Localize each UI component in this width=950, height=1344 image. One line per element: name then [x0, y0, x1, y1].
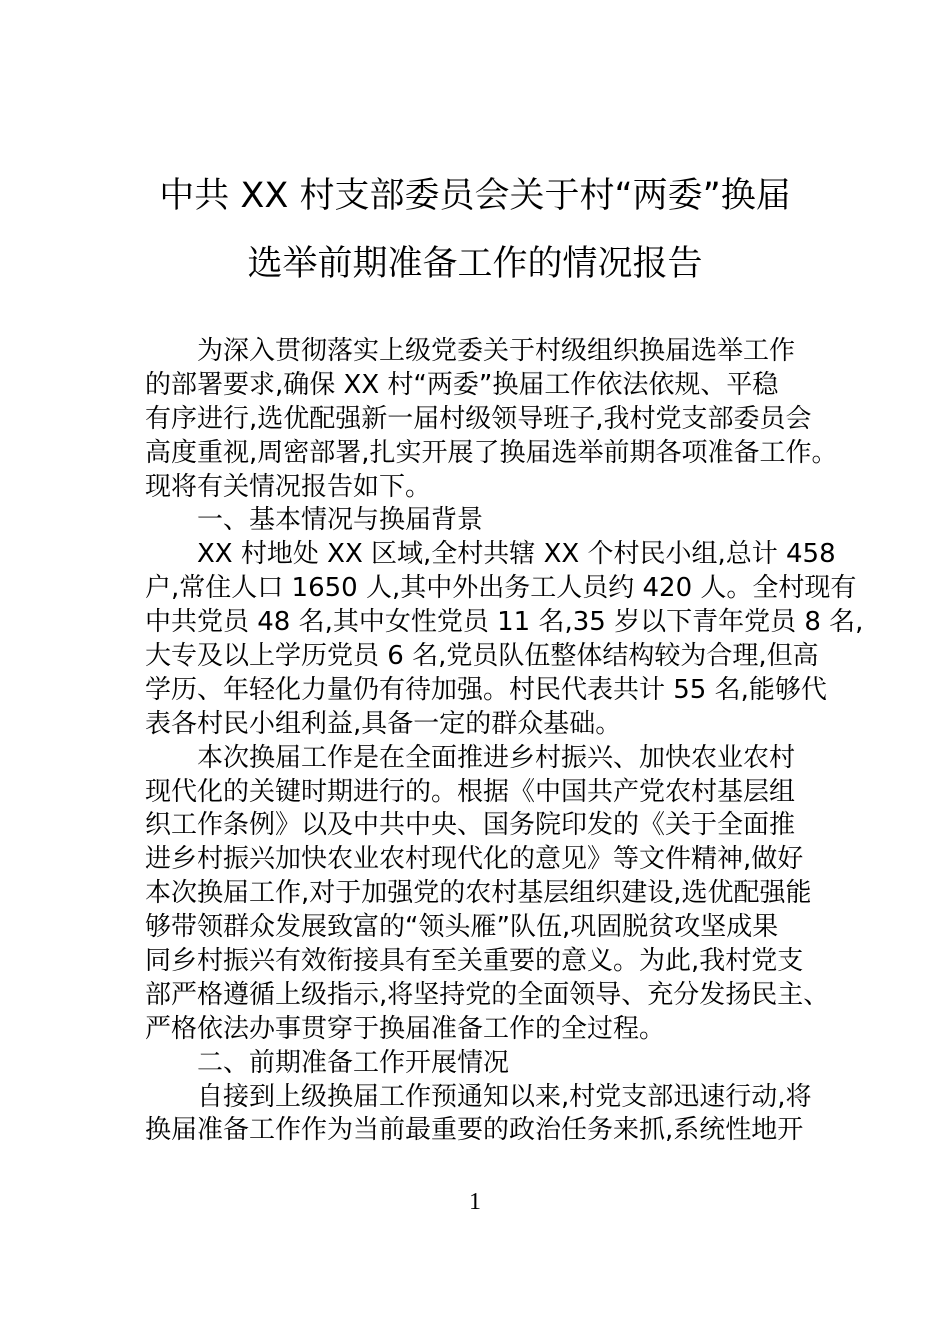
document-title-line-2: 选举前期准备工作的情况报告 — [247, 244, 703, 284]
paragraph-intro-line: 为深入贯彻落实上级党委关于村级组织换届选举工作 — [197, 336, 796, 366]
paragraph-preparation-line: 自接到上级换届工作预通知以来,村党支部迅速行动,将 — [197, 1081, 812, 1112]
paragraph-background-line: 同乡村振兴有效衔接具有至关重要的意义。为此,我村党支 — [145, 946, 804, 977]
paragraph-basic-info-line: XX 村地处 XX 区域,全村共辖 XX 个村民小组,总计 458 — [197, 539, 836, 570]
paragraph-background-line: 本次换届工作,对于加强党的农村基层组织建设,选优配强能 — [145, 878, 812, 909]
paragraph-background-line: 现代化的关键时期进行的。根据《中国共产党农村基层组 — [145, 776, 796, 807]
paragraph-basic-info-line: 中共党员 48 名,其中女性党员 11 名,35 岁以下青年党员 8 名, — [145, 607, 864, 638]
paragraph-intro-line: 现将有关情况报告如下。 — [145, 471, 432, 502]
page-number: 1 — [469, 1189, 481, 1215]
paragraph-background-line: 本次换届工作是在全面推进乡村振兴、加快农业农村 — [197, 742, 796, 773]
paragraph-basic-info-line: 户,常住人口 1650 人,其中外出务工人员约 420 人。全村现有 — [145, 573, 857, 604]
paragraph-background-line: 严格依法办事贯穿于换届准备工作的全过程。 — [145, 1013, 666, 1044]
document-body — [145, 335, 864, 1148]
paragraph-basic-info-line: 大专及以上学历党员 6 名,党员队伍整体结构较为合理,但高 — [145, 641, 819, 672]
document-title-line-1: 中共 XX 村支部委员会关于村“两委”换届 — [159, 176, 791, 216]
paragraph-preparation-line: 换届准备工作作为当前最重要的政治任务来抓,系统性地开 — [145, 1115, 804, 1146]
paragraph-background-line: 够带领群众发展致富的“领头雁”队伍,巩固脱贫攻坚成果 — [145, 912, 779, 943]
paragraph-background-line: 进乡村振兴加快农业农村现代化的意见》等文件精神,做好 — [145, 844, 804, 875]
paragraph-basic-info-line: 表各村民小组利益,具备一定的群众基础。 — [145, 708, 622, 739]
section-heading-2: 二、前期准备工作开展情况 — [197, 1047, 510, 1078]
section-heading-1: 一、基本情况与换届背景 — [197, 505, 484, 536]
paragraph-intro-line: 有序进行,选优配强新一届村级领导班子,我村党支部委员会 — [145, 403, 812, 434]
paragraph-background-line: 织工作条例》以及中共中央、国务院印发的《关于全面推 — [145, 810, 796, 841]
paragraph-basic-info-line: 学历、年轻化力量仍有待加强。村民代表共计 55 名,能够代 — [145, 674, 827, 705]
paragraph-background-line: 部严格遵循上级指示,将坚持党的全面领导、充分发扬民主、 — [145, 979, 830, 1010]
paragraph-intro-line: 的部署要求,确保 XX 村“两委”换届工作依法依规、平稳 — [145, 369, 779, 400]
paragraph-intro-line: 高度重视,周密部署,扎实开展了换届选举前期各项准备工作。 — [145, 437, 838, 468]
